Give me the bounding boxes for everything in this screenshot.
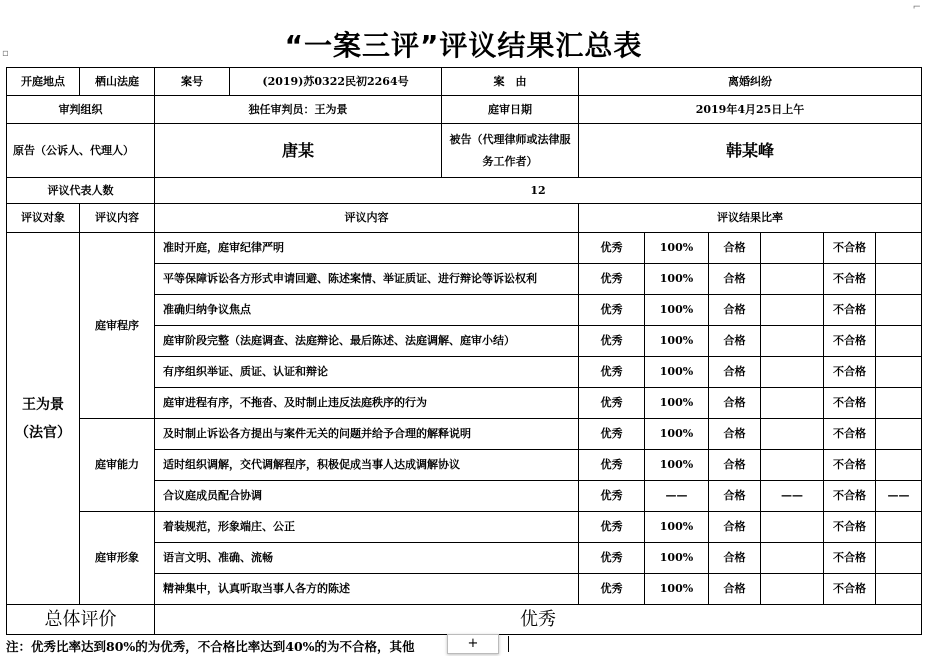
fail-pct [876, 295, 922, 326]
pass-label: 合格 [709, 233, 761, 264]
text-cursor [508, 636, 509, 652]
excellent-label: 优秀 [579, 326, 645, 357]
case-no-value: (2019)苏0322民初2264号 [230, 68, 442, 96]
fail-pct: —— [876, 481, 922, 512]
fail-pct [876, 233, 922, 264]
fail-label: 不合格 [824, 512, 876, 543]
info-row-2 [7, 96, 922, 124]
pass-pct [761, 295, 824, 326]
excellent-label: 优秀 [579, 264, 645, 295]
fail-label: 不合格 [824, 233, 876, 264]
pass-label: 合格 [709, 264, 761, 295]
table-row [7, 233, 922, 264]
fail-pct [876, 326, 922, 357]
case-no-label: 案号 [155, 68, 230, 96]
fail-pct [876, 512, 922, 543]
pass-label: 合格 [709, 419, 761, 450]
excellent-label: 优秀 [579, 295, 645, 326]
fail-pct [876, 264, 922, 295]
excellent-pct: 100% [645, 419, 709, 450]
defendant-label: 被告（代理律师或法律服务工作者） [442, 124, 579, 178]
info-row-1 [7, 68, 922, 96]
criterion-text: 准确归纳争议焦点 [155, 295, 579, 326]
info-row-4 [7, 178, 922, 204]
page-title: “一案三评”评议结果汇总表 [284, 29, 643, 62]
pass-pct [761, 543, 824, 574]
pass-pct: —— [761, 481, 824, 512]
excellent-label: 优秀 [579, 233, 645, 264]
header-object: 评议对象 [7, 204, 80, 233]
margin-mark: ▫ [2, 48, 9, 59]
criterion-text: 准时开庭，庭审纪律严明 [155, 233, 579, 264]
footnote-text-before: 注：优秀比率达到80%的为优秀，不合格比率达到40%的为不合格，其他 [6, 639, 415, 654]
date-value: 2019年4月25日上午 [579, 96, 922, 124]
criterion-text: 庭审阶段完整（法庭调查、法庭辩论、最后陈述、法庭调解、庭审小结） [155, 326, 579, 357]
excellent-label: 优秀 [579, 543, 645, 574]
criterion-text: 精神集中，认真听取当事人各方的陈述 [155, 574, 579, 605]
excellent-pct: 100% [645, 295, 709, 326]
fail-label: 不合格 [824, 481, 876, 512]
excellent-label: 优秀 [579, 450, 645, 481]
excellent-pct: 100% [645, 233, 709, 264]
criterion-text: 适时组织调解，交代调解程序，积极促成当事人达成调解协议 [155, 450, 579, 481]
pass-label: 合格 [709, 574, 761, 605]
reviewers-label: 评议代表人数 [7, 178, 155, 204]
excellent-pct: 100% [645, 543, 709, 574]
table-row [7, 419, 922, 450]
fail-label: 不合格 [824, 357, 876, 388]
fail-label: 不合格 [824, 295, 876, 326]
cause-label: 案 由 [442, 68, 579, 96]
pass-pct [761, 419, 824, 450]
fail-label: 不合格 [824, 388, 876, 419]
judge-name: 王为景 [22, 396, 64, 413]
corner-mark: ⌐ [912, 2, 921, 13]
pass-label: 合格 [709, 481, 761, 512]
criterion-text: 有序组织举证、质证、认证和辩论 [155, 357, 579, 388]
org-value: 独任审判员：王为景 [155, 96, 442, 124]
excellent-pct: 100% [645, 450, 709, 481]
group-name: 庭审程序 [80, 233, 155, 419]
criterion-text: 及时制止诉讼各方提出与案件无关的问题并给予合理的解释说明 [155, 419, 579, 450]
defendant-value: 韩某峰 [579, 124, 922, 178]
fail-label: 不合格 [824, 574, 876, 605]
add-row-button[interactable]: + [447, 634, 499, 654]
pass-pct [761, 512, 824, 543]
pass-pct [761, 388, 824, 419]
plaintiff-label: 原告（公诉人、代理人） [7, 124, 155, 178]
group-name: 庭审形象 [80, 512, 155, 605]
pass-label: 合格 [709, 357, 761, 388]
judge-role: （法官） [15, 424, 71, 441]
judge-cell [7, 233, 80, 605]
criterion-text: 平等保障诉讼各方形式申请回避、陈述案情、举证质证、进行辩论等诉讼权利 [155, 264, 579, 295]
criterion-text: 语言文明、准确、流畅 [155, 543, 579, 574]
plaintiff-value: 唐某 [155, 124, 442, 178]
footnote [6, 637, 500, 655]
org-label: 审判组织 [7, 96, 155, 124]
cause-value: 离婚纠纷 [579, 68, 922, 96]
fail-label: 不合格 [824, 419, 876, 450]
pass-label: 合格 [709, 450, 761, 481]
excellent-label: 优秀 [579, 574, 645, 605]
fail-pct [876, 543, 922, 574]
fail-label: 不合格 [824, 264, 876, 295]
criterion-text: 庭审进程有序，不拖沓、及时制止违反法庭秩序的行为 [155, 388, 579, 419]
fail-pct [876, 574, 922, 605]
pass-label: 合格 [709, 295, 761, 326]
fail-label: 不合格 [824, 450, 876, 481]
excellent-label: 优秀 [579, 481, 645, 512]
criterion-text: 合议庭成员配合协调 [155, 481, 579, 512]
excellent-pct: —— [645, 481, 709, 512]
info-row-3 [7, 124, 922, 178]
header-content: 评议内容 [155, 204, 579, 233]
fail-pct [876, 357, 922, 388]
pass-pct [761, 357, 824, 388]
fail-pct [876, 450, 922, 481]
location-label: 开庭地点 [7, 68, 80, 96]
pass-pct [761, 326, 824, 357]
group-name: 庭审能力 [80, 419, 155, 512]
header-row [7, 204, 922, 233]
table-row [7, 512, 922, 543]
excellent-pct: 100% [645, 326, 709, 357]
fail-label: 不合格 [824, 326, 876, 357]
excellent-pct: 100% [645, 357, 709, 388]
fail-pct [876, 419, 922, 450]
pass-label: 合格 [709, 326, 761, 357]
header-item: 评议内容 [80, 204, 155, 233]
excellent-pct: 100% [645, 512, 709, 543]
excellent-label: 优秀 [579, 357, 645, 388]
criterion-text: 着装规范，形象端庄、公正 [155, 512, 579, 543]
pass-label: 合格 [709, 388, 761, 419]
pass-pct [761, 233, 824, 264]
pass-label: 合格 [709, 543, 761, 574]
review-table [6, 67, 922, 635]
date-label: 庭审日期 [442, 96, 579, 124]
summary-value: 优秀 [155, 605, 922, 635]
excellent-pct: 100% [645, 264, 709, 295]
excellent-pct: 100% [645, 388, 709, 419]
summary-label: 总体评价 [7, 605, 155, 635]
header-ratio: 评议结果比率 [579, 204, 922, 233]
summary-row [7, 605, 922, 635]
reviewers-value: 12 [155, 178, 922, 204]
location-value: 栖山法庭 [80, 68, 155, 96]
excellent-label: 优秀 [579, 419, 645, 450]
fail-pct [876, 388, 922, 419]
excellent-pct: 100% [645, 574, 709, 605]
excellent-label: 优秀 [579, 388, 645, 419]
pass-pct [761, 264, 824, 295]
pass-pct [761, 450, 824, 481]
pass-label: 合格 [709, 512, 761, 543]
pass-pct [761, 574, 824, 605]
fail-label: 不合格 [824, 543, 876, 574]
excellent-label: 优秀 [579, 512, 645, 543]
